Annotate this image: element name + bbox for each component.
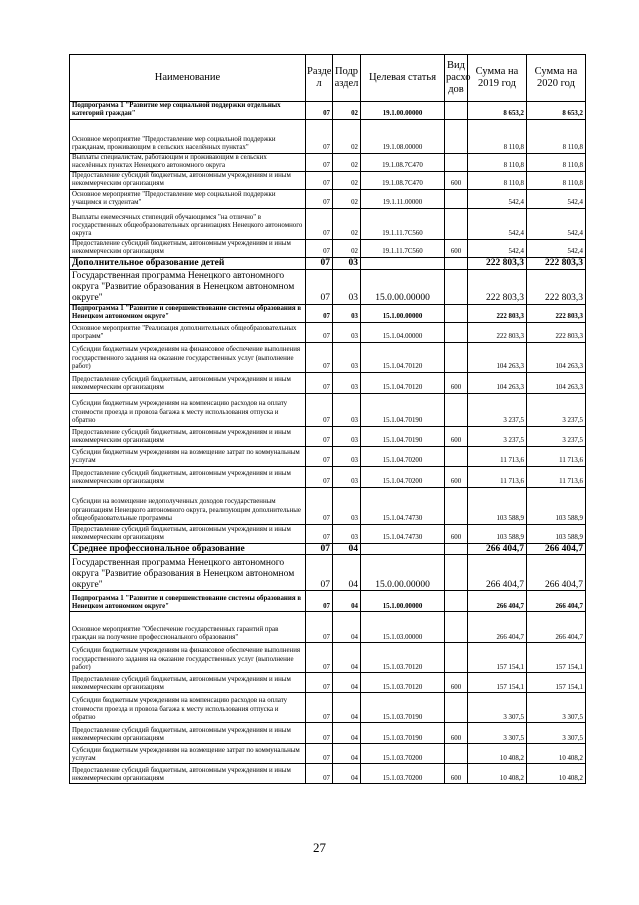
row-razdel: 07 (306, 239, 333, 257)
table-row (70, 208, 586, 239)
row-sum-2020: 222 803,3 (527, 269, 586, 304)
row-sum-2019: 104 263,3 (468, 342, 527, 372)
page-number: 27 (313, 840, 326, 855)
row-sum-2019: 8 653,2 (468, 102, 527, 120)
row-razdel: 07 (306, 171, 333, 189)
row-name: Субсидии бюджетным учреждениям на компенсацию расходов на оплату стоимости проезда и провоза багажа к месту использования отпуска и обратно (70, 693, 306, 723)
row-name: Дополнительное образование детей (70, 257, 306, 269)
row-vid (445, 153, 468, 171)
row-sum-2020: 222 803,3 (527, 304, 586, 322)
row-razdel: 07 (306, 612, 333, 643)
row-sum-2020: 266 404,7 (527, 612, 586, 643)
row-name: Подпрограмма 1 "Развитие и совершенствование системы образования в Ненецком автономном округе" (70, 304, 306, 322)
row-name: Основное мероприятие "Обеспечение государственных гарантий прав граждан на получение профессионального образования" (70, 612, 306, 643)
table-row (70, 612, 586, 643)
row-sum-2020: 8 110,8 (527, 153, 586, 171)
table-row (70, 555, 586, 591)
row-sum-2020: 266 404,7 (527, 543, 586, 555)
table-row (70, 342, 586, 372)
row-sum-2019: 222 803,3 (468, 304, 527, 322)
row-razdel: 07 (306, 466, 333, 487)
row-tselevaya: 15.1.03.70190 (361, 723, 445, 744)
row-vid: 600 (445, 673, 468, 693)
row-sum-2019: 3 237,5 (468, 393, 527, 426)
row-sum-2019: 266 404,7 (468, 591, 527, 612)
row-tselevaya: 15.1.04.70120 (361, 372, 445, 393)
row-razdel: 07 (306, 764, 333, 784)
row-name: Субсидии бюджетным учреждениям на возмещение затрат по коммунальным услугам (70, 744, 306, 764)
row-sum-2020: 542,4 (527, 239, 586, 257)
row-sum-2020: 157 154,1 (527, 673, 586, 693)
table-row (70, 723, 586, 744)
row-name: Подпрограмма 1 "Развитие мер социальной поддержки отдельных категорий граждан" (70, 102, 306, 120)
row-podrazdel: 04 (333, 673, 361, 693)
row-name: Выплаты ежемесячных стипендий обучающимся "на отлично" в государственных общеобразовательных организациях Ненецкого автономного округа (70, 208, 306, 239)
row-sum-2020: 157 154,1 (527, 643, 586, 673)
row-sum-2020: 3 237,5 (527, 426, 586, 446)
row-tselevaya: 15.1.04.74730 (361, 524, 445, 543)
table-row (70, 591, 586, 612)
row-vid (445, 269, 468, 304)
table-row (70, 322, 586, 342)
row-name: Государственная программа Ненецкого автономного округа "Развитие образования в Ненецком автономном округе" (70, 269, 306, 304)
row-vid (445, 612, 468, 643)
row-tselevaya: 15.1.04.70190 (361, 393, 445, 426)
row-podrazdel: 04 (333, 555, 361, 591)
row-name: Предоставление субсидий бюджетным, автономным учреждениям и иным некоммерческим организациям (70, 764, 306, 784)
row-sum-2020: 104 263,3 (527, 372, 586, 393)
row-name: Основное мероприятие "Реализация дополнительных общеобразовательных программ" (70, 322, 306, 342)
row-sum-2019: 103 588,9 (468, 487, 527, 524)
table-row (70, 524, 586, 543)
row-vid (445, 393, 468, 426)
row-podrazdel: 03 (333, 426, 361, 446)
row-tselevaya: 19.1.11.7С560 (361, 239, 445, 257)
row-podrazdel: 03 (333, 322, 361, 342)
header-name: Наименование (70, 55, 306, 102)
row-sum-2020: 3 307,5 (527, 693, 586, 723)
row-sum-2019: 542,4 (468, 189, 527, 208)
row-razdel: 07 (306, 643, 333, 673)
row-vid (445, 208, 468, 239)
row-name: Выплаты специалистам, работающим и проживающим в сельских населённых пунктах Ненецкого автономного округа (70, 153, 306, 171)
row-vid (445, 189, 468, 208)
row-tselevaya: 15.1.03.70200 (361, 764, 445, 784)
row-sum-2020: 222 803,3 (527, 257, 586, 269)
row-tselevaya: 15.1.04.74730 (361, 487, 445, 524)
row-razdel: 07 (306, 372, 333, 393)
row-podrazdel: 03 (333, 446, 361, 466)
table-row (70, 764, 586, 784)
row-razdel: 07 (306, 304, 333, 322)
row-name: Субсидии бюджетным учреждениям на финансовое обеспечение выполнения государственного задания на оказание государственных услуг (выполнение работ) (70, 342, 306, 372)
row-vid: 600 (445, 372, 468, 393)
row-podrazdel: 04 (333, 612, 361, 643)
row-vid: 600 (445, 171, 468, 189)
row-podrazdel: 03 (333, 524, 361, 543)
row-sum-2019: 222 803,3 (468, 269, 527, 304)
row-podrazdel: 03 (333, 342, 361, 372)
table-row (70, 744, 586, 764)
row-sum-2019: 157 154,1 (468, 643, 527, 673)
row-name: Субсидии бюджетным учреждениям на финансовое обеспечение выполнения государственного задания на оказание государственных услуг (выполнение работ) (70, 643, 306, 673)
row-vid: 600 (445, 426, 468, 446)
row-podrazdel: 02 (333, 171, 361, 189)
table-row (70, 189, 586, 208)
row-razdel: 07 (306, 208, 333, 239)
row-razdel: 07 (306, 723, 333, 744)
row-vid (445, 304, 468, 322)
row-tselevaya: 19.1.08.7С470 (361, 171, 445, 189)
table-row (70, 171, 586, 189)
table-row (70, 643, 586, 673)
row-name: Предоставление субсидий бюджетным, автономным учреждениям и иным некоммерческим организациям (70, 426, 306, 446)
row-sum-2019: 8 110,8 (468, 153, 527, 171)
table-row (70, 304, 586, 322)
row-tselevaya: 19.1.08.7С470 (361, 153, 445, 171)
header-razdel: Разде л (306, 55, 333, 102)
row-podrazdel: 02 (333, 102, 361, 120)
row-razdel: 07 (306, 591, 333, 612)
row-sum-2019: 3 237,5 (468, 426, 527, 446)
row-sum-2019: 266 404,7 (468, 555, 527, 591)
row-sum-2020: 8 110,8 (527, 119, 586, 153)
row-razdel: 07 (306, 102, 333, 120)
row-sum-2019: 222 803,3 (468, 322, 527, 342)
table-row (70, 239, 586, 257)
row-vid: 600 (445, 764, 468, 784)
row-tselevaya (361, 257, 445, 269)
row-razdel: 07 (306, 555, 333, 591)
row-tselevaya: 15.1.04.70120 (361, 342, 445, 372)
row-podrazdel: 04 (333, 764, 361, 784)
row-tselevaya (361, 543, 445, 555)
table-row (70, 466, 586, 487)
row-razdel: 07 (306, 487, 333, 524)
row-podrazdel: 03 (333, 466, 361, 487)
row-sum-2019: 8 110,8 (468, 171, 527, 189)
row-podrazdel: 03 (333, 269, 361, 304)
row-podrazdel: 04 (333, 643, 361, 673)
row-vid (445, 555, 468, 591)
row-tselevaya: 15.0.00.00000 (361, 269, 445, 304)
row-name: Государственная программа Ненецкого автономного округа "Развитие образования в Ненецком автономном округе" (70, 555, 306, 591)
table-row (70, 426, 586, 446)
row-razdel: 07 (306, 322, 333, 342)
table-row (70, 673, 586, 693)
row-sum-2020: 542,4 (527, 189, 586, 208)
row-vid: 600 (445, 524, 468, 543)
table-row (70, 119, 586, 153)
row-name: Предоставление субсидий бюджетным, автономным учреждениям и иным некоммерческим организациям (70, 239, 306, 257)
row-tselevaya: 15.1.04.70200 (361, 446, 445, 466)
row-razdel: 07 (306, 153, 333, 171)
row-sum-2019: 542,4 (468, 208, 527, 239)
row-razdel: 07 (306, 189, 333, 208)
row-vid (445, 102, 468, 120)
row-podrazdel: 02 (333, 239, 361, 257)
table-row (70, 372, 586, 393)
row-vid (445, 693, 468, 723)
row-sum-2019: 10 408,2 (468, 764, 527, 784)
row-podrazdel: 03 (333, 257, 361, 269)
row-razdel: 07 (306, 693, 333, 723)
row-podrazdel: 02 (333, 189, 361, 208)
row-sum-2019: 10 408,2 (468, 744, 527, 764)
row-tselevaya: 15.1.04.00000 (361, 322, 445, 342)
row-vid: 600 (445, 239, 468, 257)
header-tselevaya-statya: Целевая статья (361, 55, 445, 102)
row-tselevaya: 19.1.11.00000 (361, 189, 445, 208)
row-podrazdel: 02 (333, 208, 361, 239)
table-row (70, 543, 586, 555)
row-sum-2020: 8 110,8 (527, 171, 586, 189)
header-podrazdel: Подр аздел (333, 55, 361, 102)
row-vid (445, 487, 468, 524)
row-vid: 600 (445, 723, 468, 744)
row-sum-2019: 157 154,1 (468, 673, 527, 693)
row-sum-2020: 103 588,9 (527, 524, 586, 543)
row-tselevaya: 19.1.08.00000 (361, 119, 445, 153)
row-tselevaya: 15.1.03.00000 (361, 612, 445, 643)
row-sum-2020: 222 803,3 (527, 322, 586, 342)
row-tselevaya: 19.1.11.7С560 (361, 208, 445, 239)
row-vid (445, 591, 468, 612)
row-razdel: 07 (306, 119, 333, 153)
header-sum-2019: Сумма на 2019 год (468, 55, 527, 102)
row-name: Подпрограмма 1 "Развитие и совершенствование системы образования в Ненецком автономном округе" (70, 591, 306, 612)
header-vid-raskhodov: Вид расхо дов (445, 55, 468, 102)
row-name: Предоставление субсидий бюджетным, автономным учреждениям и иным некоммерческим организациям (70, 673, 306, 693)
row-name: Основное мероприятие "Предоставление мер социальной поддержки учащимся и студентам" (70, 189, 306, 208)
row-sum-2020: 542,4 (527, 208, 586, 239)
row-tselevaya: 15.1.03.70200 (361, 744, 445, 764)
row-name: Субсидии на возмещение недополученных доходов государственным организациям Ненецкого автономного округа, реализующим дополнительные общеобразовательные программы (70, 487, 306, 524)
row-podrazdel: 04 (333, 693, 361, 723)
row-podrazdel: 04 (333, 744, 361, 764)
table-row (70, 393, 586, 426)
row-podrazdel: 03 (333, 372, 361, 393)
table-row (70, 487, 586, 524)
row-tselevaya: 15.1.03.70120 (361, 643, 445, 673)
row-tselevaya: 19.1.00.00000 (361, 102, 445, 120)
row-podrazdel: 02 (333, 153, 361, 171)
row-vid (445, 119, 468, 153)
row-sum-2020: 266 404,7 (527, 555, 586, 591)
row-vid (445, 322, 468, 342)
table-row (70, 257, 586, 269)
row-sum-2019: 11 713,6 (468, 446, 527, 466)
row-podrazdel: 04 (333, 591, 361, 612)
row-name: Предоставление субсидий бюджетным, автономным учреждениям и иным некоммерческим организациям (70, 524, 306, 543)
table-header-row (70, 55, 586, 102)
row-vid (445, 342, 468, 372)
row-name: Субсидии бюджетным учреждениям на компенсацию расходов на оплату стоимости проезда и провоза багажа к месту использования отпуска и обратно (70, 393, 306, 426)
row-name: Предоставление субсидий бюджетным, автономным учреждениям и иным некоммерческим организациям (70, 466, 306, 487)
row-razdel: 07 (306, 446, 333, 466)
row-sum-2019: 266 404,7 (468, 543, 527, 555)
row-tselevaya: 15.1.03.70190 (361, 693, 445, 723)
row-sum-2020: 11 713,6 (527, 466, 586, 487)
row-razdel: 07 (306, 393, 333, 426)
row-podrazdel: 02 (333, 119, 361, 153)
row-tselevaya: 15.1.04.70190 (361, 426, 445, 446)
row-vid (445, 446, 468, 466)
row-tselevaya: 15.1.04.70200 (361, 466, 445, 487)
row-sum-2020: 104 263,3 (527, 342, 586, 372)
budget-table (69, 54, 586, 784)
row-name: Предоставление субсидий бюджетным, автономным учреждениям и иным некоммерческим организациям (70, 372, 306, 393)
row-sum-2019: 103 588,9 (468, 524, 527, 543)
row-sum-2019: 3 307,5 (468, 723, 527, 744)
row-razdel: 07 (306, 257, 333, 269)
row-sum-2020: 266 404,7 (527, 591, 586, 612)
row-sum-2020: 3 237,5 (527, 393, 586, 426)
row-podrazdel: 03 (333, 393, 361, 426)
row-tselevaya: 15.1.00.00000 (361, 591, 445, 612)
row-razdel: 07 (306, 426, 333, 446)
row-tselevaya: 15.0.00.00000 (361, 555, 445, 591)
row-vid (445, 257, 468, 269)
row-sum-2020: 103 588,9 (527, 487, 586, 524)
row-sum-2019: 542,4 (468, 239, 527, 257)
row-sum-2020: 11 713,6 (527, 446, 586, 466)
row-name: Основное мероприятие "Предоставление мер социальной поддержки гражданам, проживающим в сельских населённых пунктах" (70, 119, 306, 153)
row-razdel: 07 (306, 269, 333, 304)
row-sum-2019: 104 263,3 (468, 372, 527, 393)
row-razdel: 07 (306, 342, 333, 372)
row-podrazdel: 04 (333, 543, 361, 555)
row-sum-2019: 266 404,7 (468, 612, 527, 643)
row-razdel: 07 (306, 744, 333, 764)
row-tselevaya: 15.1.03.70120 (361, 673, 445, 693)
row-name: Субсидии бюджетным учреждениям на возмещение затрат по коммунальным услугам (70, 446, 306, 466)
header-sum-2020: Сумма на 2020 год (527, 55, 586, 102)
row-razdel: 07 (306, 524, 333, 543)
row-name: Предоставление субсидий бюджетным, автономным учреждениям и иным некоммерческим организациям (70, 723, 306, 744)
row-tselevaya: 15.1.00.00000 (361, 304, 445, 322)
row-sum-2020: 10 408,2 (527, 764, 586, 784)
row-vid (445, 643, 468, 673)
row-sum-2020: 10 408,2 (527, 744, 586, 764)
row-podrazdel: 03 (333, 304, 361, 322)
table-row (70, 102, 586, 120)
table-row (70, 693, 586, 723)
row-vid (445, 744, 468, 764)
row-vid: 600 (445, 466, 468, 487)
table-row (70, 269, 586, 304)
row-sum-2019: 222 803,3 (468, 257, 527, 269)
table-row (70, 446, 586, 466)
row-name: Среднее профессиональное образование (70, 543, 306, 555)
row-sum-2019: 8 110,8 (468, 119, 527, 153)
row-razdel: 07 (306, 543, 333, 555)
row-sum-2019: 11 713,6 (468, 466, 527, 487)
row-name: Предоставление субсидий бюджетным, автономным учреждениям и иным некоммерческим организациям (70, 171, 306, 189)
row-sum-2020: 8 653,2 (527, 102, 586, 120)
row-sum-2020: 3 307,5 (527, 723, 586, 744)
row-razdel: 07 (306, 673, 333, 693)
table-row (70, 153, 586, 171)
row-sum-2019: 3 307,5 (468, 693, 527, 723)
row-podrazdel: 03 (333, 487, 361, 524)
row-vid (445, 543, 468, 555)
row-podrazdel: 04 (333, 723, 361, 744)
